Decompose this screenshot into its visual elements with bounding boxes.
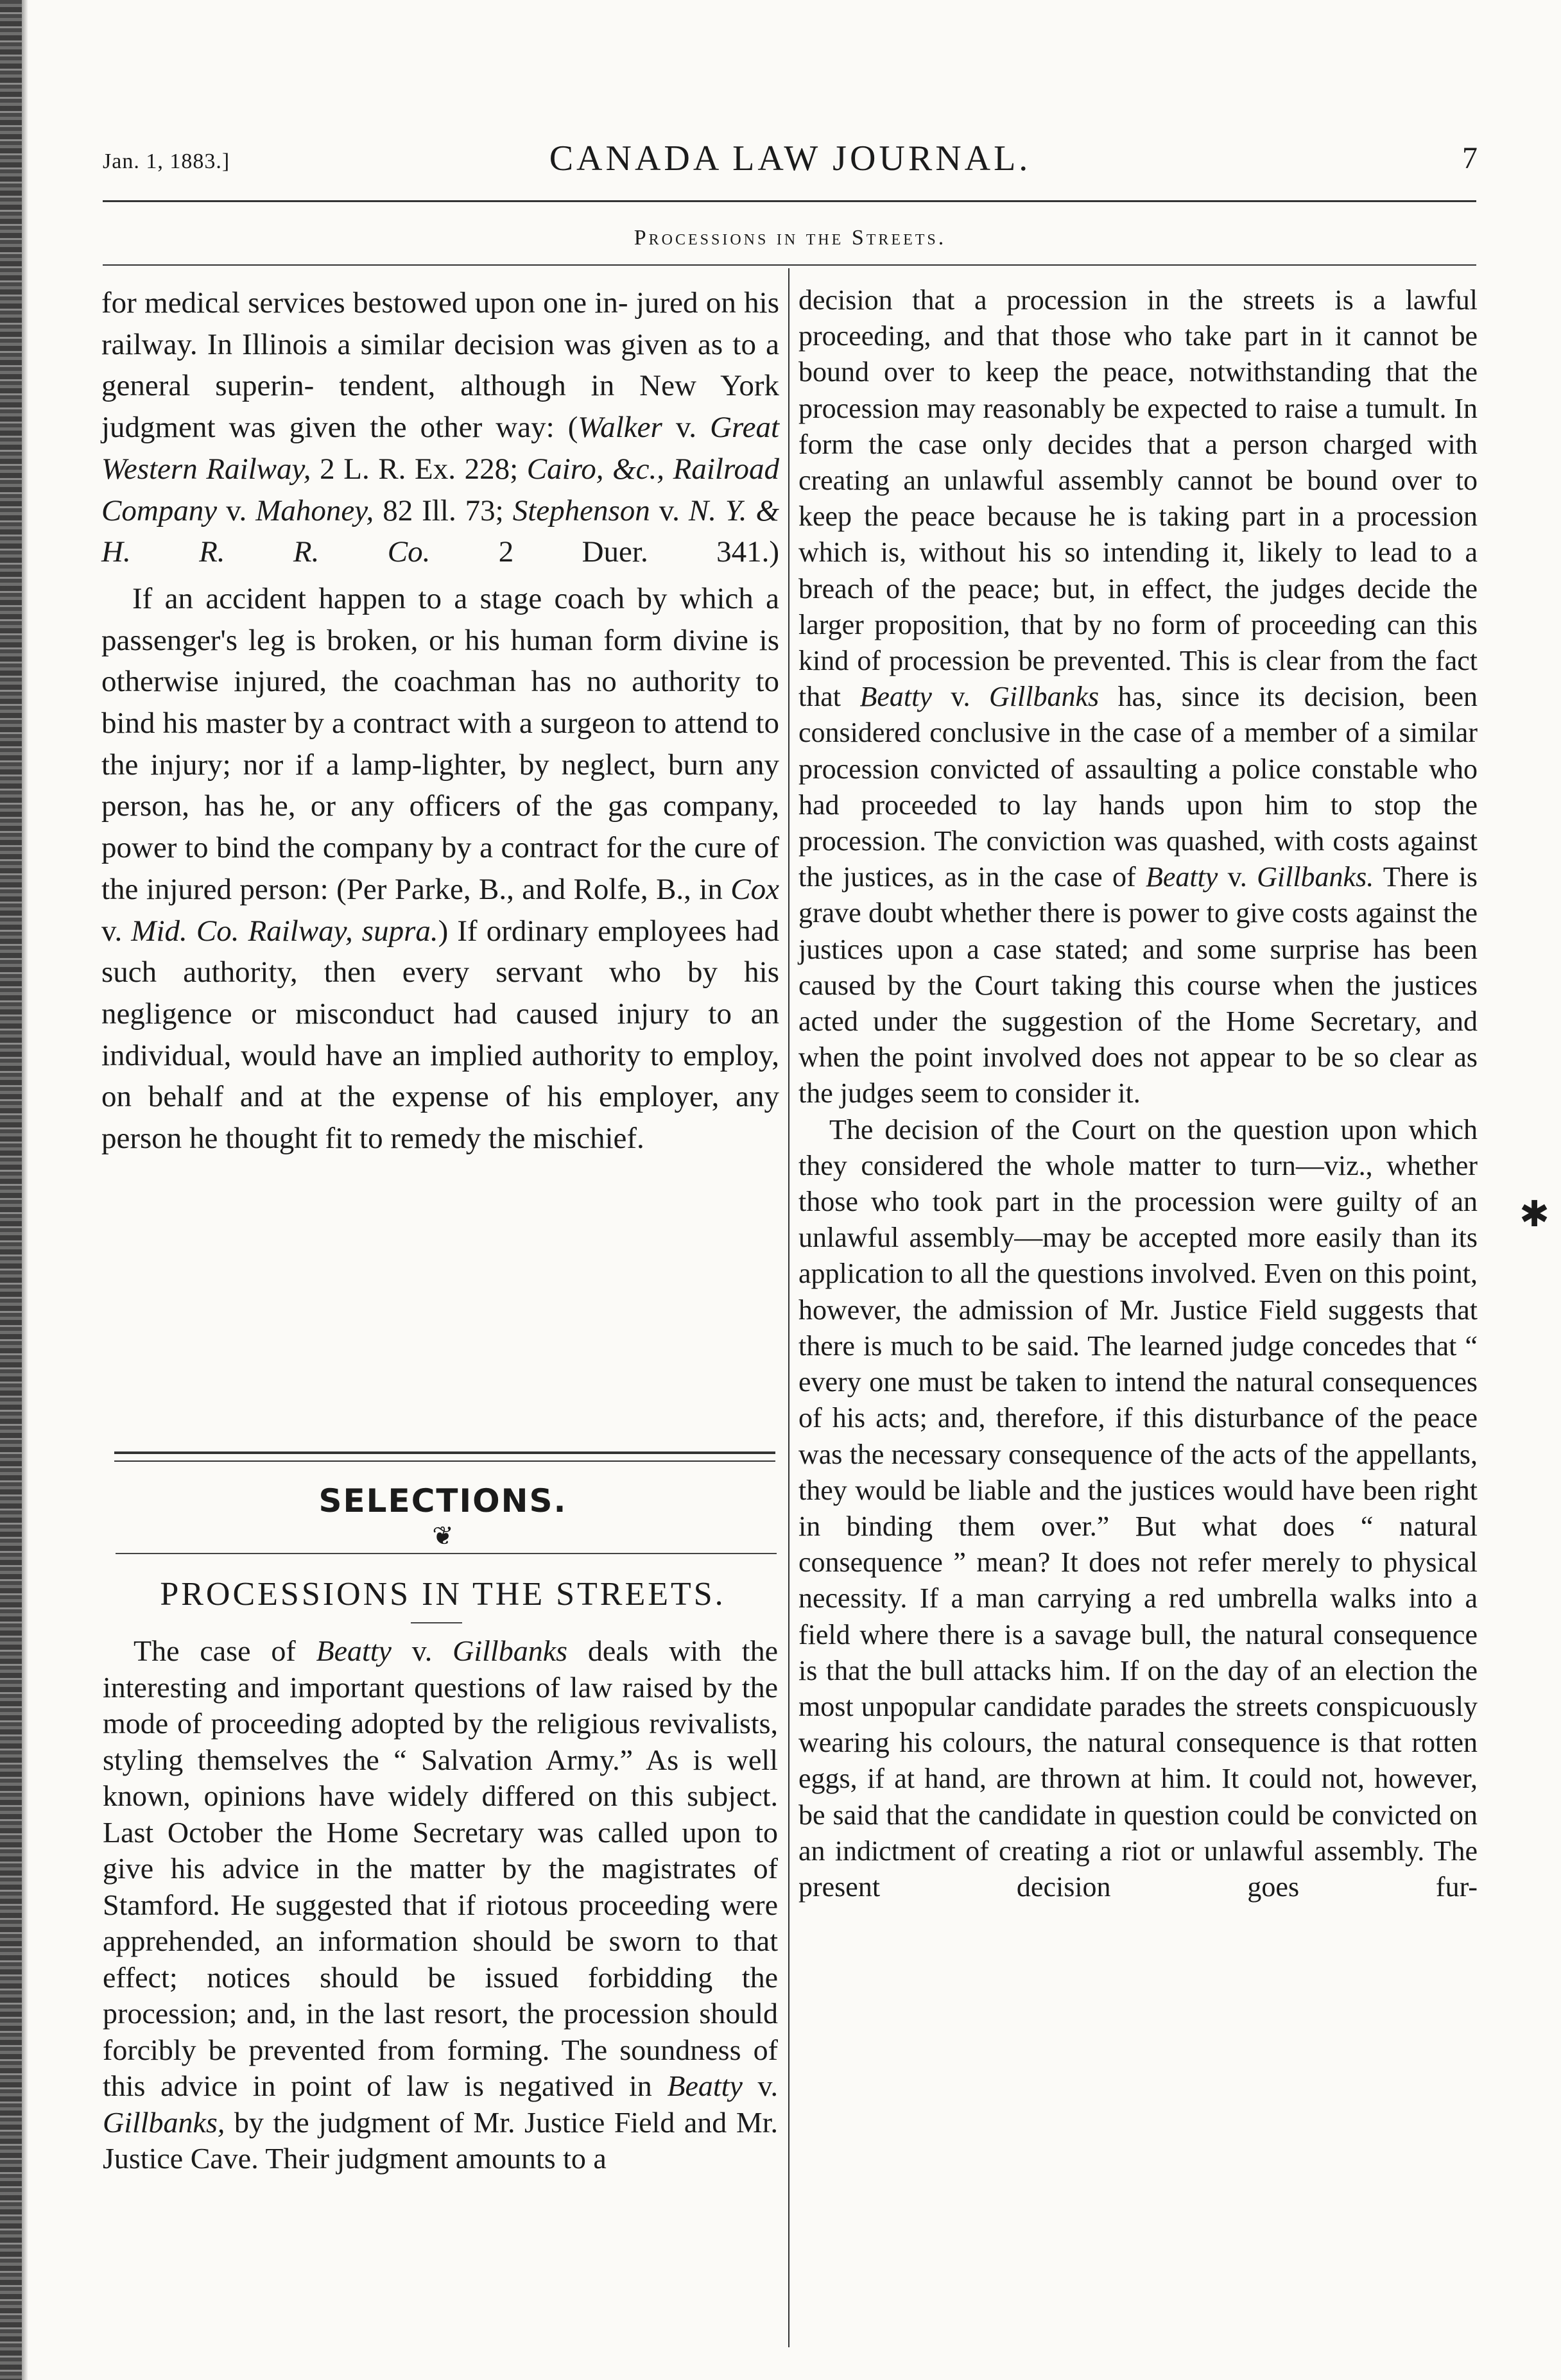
running-head-rule (103, 264, 1476, 266)
right-paragraph-1: decision that a procession in the streets is a lawful proceeding, and that those who take part in it cannot be bound over to keep the peace, notwithstanding that the procession may reasonably be expected to raise a tumult. In form the case only decides that a person charged with creating an unlawful assembly cannot be bound over to keep the peace because he is taking part in a procession which is, without his so intending it, likely to lead to a breach of the peace; but, in effect, the judges decide the larger proposition, that by no form of proceeding can this kind of procession be prevented. This is clear from the fact that Beatty v. Gillbanks has, since its decision, been considered conclusive in the case of a member of a similar procession convicted of assaulting a police constable who had proceeded to lay hands upon him to stop the procession. The conviction was quashed, with costs against the justices, as in the case of Beatty v. Gillbanks. There is grave doubt whether there is power to give costs against the justices upon a case stated; and some surprise has been caused by the Court taking this course when the justices acted under the suggestion of the Home Secretary, and when the point involved does not appear to be so clear as the judges seem to consider it. (798, 284, 1478, 1109)
left-paragraph-2: If an accident happen to a stage coach by which a passenger's leg is broken, or his human form divine is otherwise injured, the coachman has no authority to bind his master by a contract with a surgeon to attend to the injury; nor if a lamp-lighter, by neglect, burn any person, has he, or any officers of the gas company, power to bind the company by a contract for the cure of the injured person: (Per Parke, B., and Rolfe, B., in Cox v. Mid. Co. Railway, supra.) If ordinary employees had such authority, then every servant who by his negligence or misconduct had caused injury to an individual, would have an implied authority to employ, on behalf and at the expense of his employer, any person he thought fit to remedy the mischief. (101, 581, 780, 1156)
ink-speck: ✱ (1519, 1195, 1549, 1235)
section-double-rule-bottom (114, 1460, 775, 1462)
column-divider (788, 268, 789, 2347)
article-left-column (103, 1633, 778, 2177)
left-column (101, 282, 779, 1160)
header-rule (103, 200, 1476, 202)
section-double-rule-top (114, 1451, 775, 1454)
journal-title: CANADA LAW JOURNAL. (549, 139, 1031, 178)
book-binding-edge (0, 0, 22, 2380)
right-column (798, 282, 1478, 1905)
page-number: 7 (1462, 141, 1478, 175)
selections-heading: SELECTIONS. (318, 1482, 567, 1520)
title-short-rule (411, 1622, 462, 1623)
page-header (103, 138, 1478, 189)
selections-rule (116, 1553, 777, 1554)
article-title: PROCESSIONS IN THE STREETS. (160, 1576, 726, 1613)
right-paragraph-2: The decision of the Court on the question upon which they considered the whole matter to turn—viz., whether those who took part in the procession were guilty of an unlawful assembly—may be accepted more easily than its application to all the questions involved. Even on this point, however, the admission of Mr. Justice Field suggests that there is much to be said. The learned judge concedes that “ every one must be taken to intend the natural consequences of his acts; and, therefore, if this disturbance of the peace was the necessary consequence of the acts of the appellants, they would be liable and the justices would have been right in binding them over.” But what does “ natural consequence ” mean? It does not refer merely to physical necessity. If a man carrying a red umbrella walks into a field where there is a savage bull, the natural consequence is that the bull attacks him. If on the day of an election the most unpopular candidate parades the streets conspicuously wearing his colours, the natural consequence is that rotten eggs, if at hand, are thrown at him. It could not, however, be said that the candidate in question could be convicted on an indictment of creating a riot or unlawful assembly. The present decision goes fur- (798, 1113, 1478, 1903)
binding-shadow (22, 0, 28, 2380)
issue-date: Jan. 1, 1883.] (103, 150, 230, 173)
article-paragraph-1: The case of Beatty v. Gillbanks deals with the interesting and important questions of law raised by the mode of proceeding adopted by the religious revivalists, styling themselves the “ Salvation Army.” As is well known, opinions have widely differed on this subject. Last October the Home Secretary was called upon to give his advice in the matter by the magistrates of Stamford. He suggested that if riotous proceeding were apprehended, an information should be sworn to that effect; notices should be issued forbidding the procession; and, in the last resort, the procession should forcibly be prevented from forming. The soundness of this advice in point of law is negatived in Beatty v. Gillbanks, by the judgment of Mr. Justice Field and Mr. Justice Cave. Their judgment amounts to a (103, 1634, 779, 2175)
running-head: Processions in the Streets. (634, 226, 947, 250)
ornament: ❦ (432, 1521, 454, 1550)
left-paragraph-1: for medical services bestowed upon one in- jured on his railway. In Illinois a similar decision was given as to a general superin- tendent, although in New York judgment was given the other way: (Walker v. Great Western Railway, 2 L. R. Ex. 228; Cairo, &c., Railroad Company v. Mahoney, 82 Ill. 73; Stephenson v. N. Y. & H. R. R. Co. 2 Duer. 341.) (101, 286, 780, 569)
